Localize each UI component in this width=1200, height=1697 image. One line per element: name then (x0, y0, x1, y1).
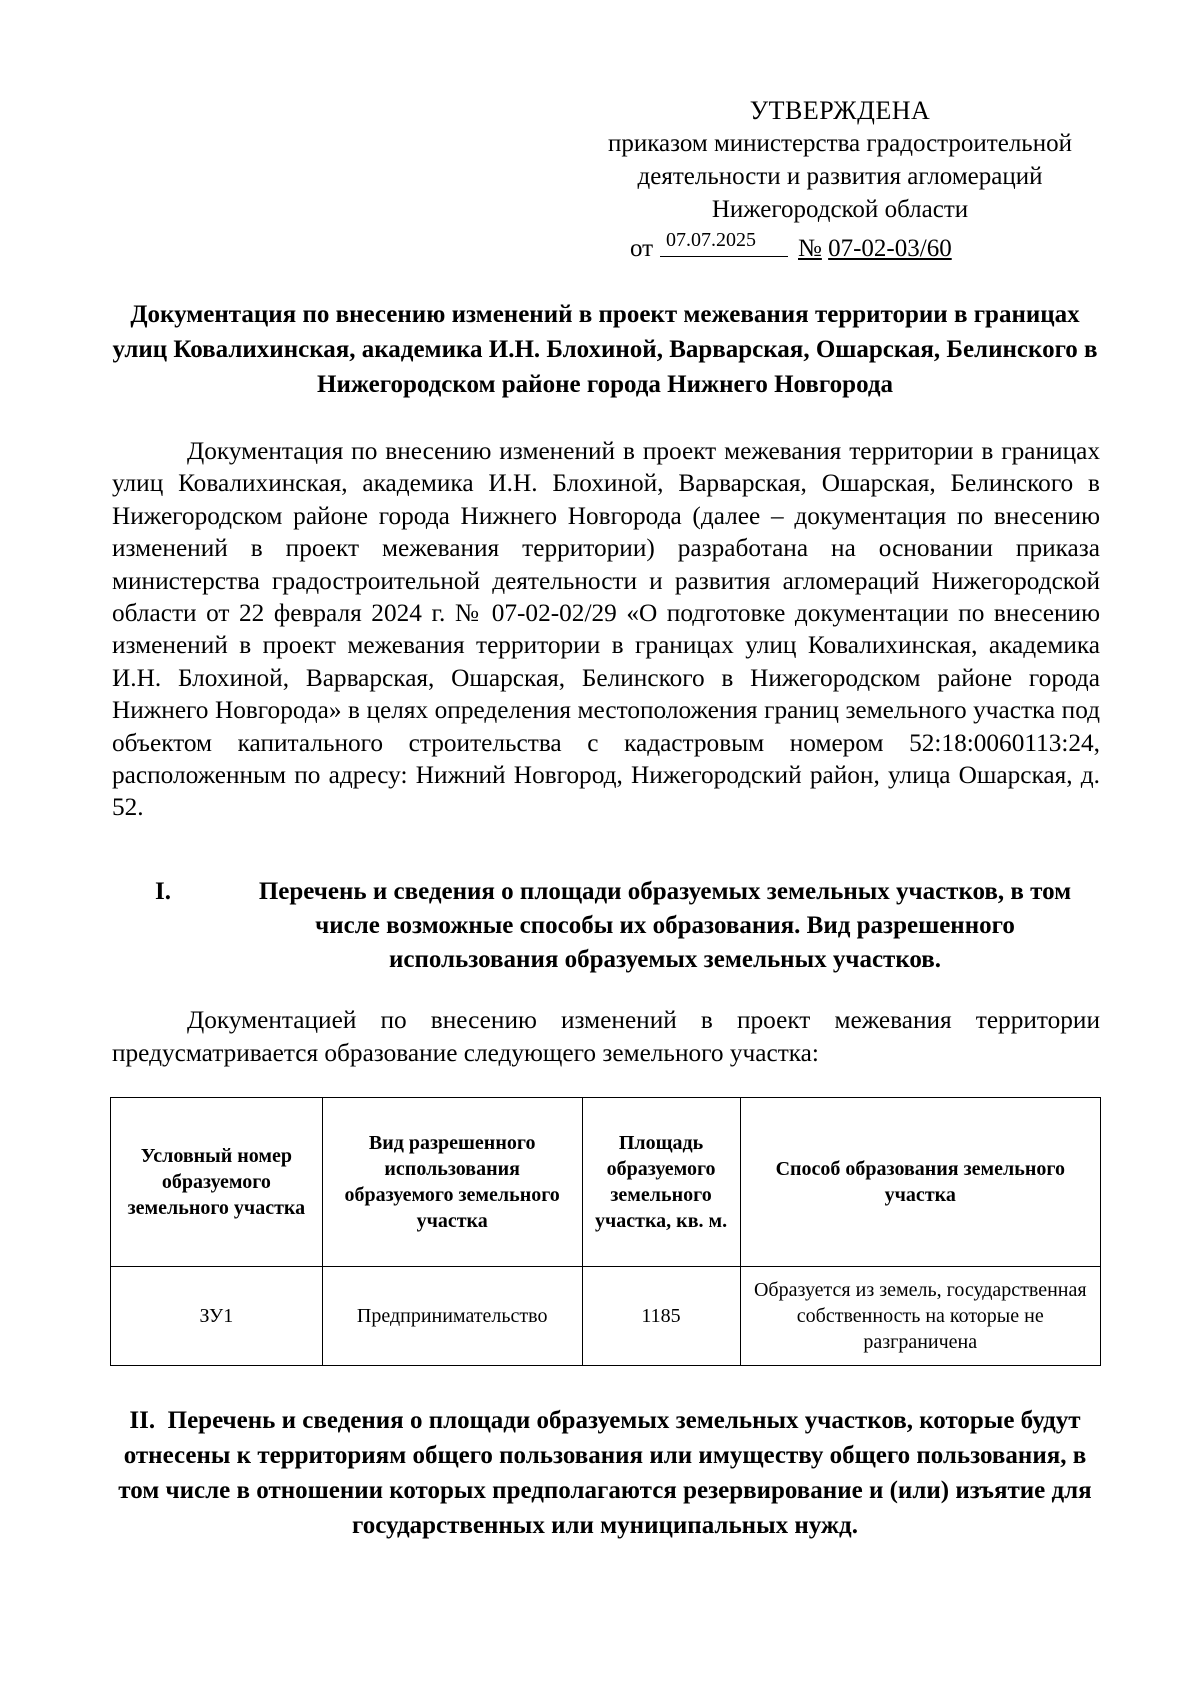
table-header-cell: Способ образования земельного участка (740, 1098, 1100, 1267)
order-date-field (660, 226, 788, 257)
section-1-heading (155, 875, 1100, 977)
order-number-label: № (798, 235, 822, 262)
table-cell: 1185 (582, 1267, 740, 1366)
approval-line-1: приказом министерства градостроительной (608, 130, 1072, 157)
section-1-title: Перечень и сведения о площади образуемых земельных участков, в том числе возможные способы их образования. Вид разрешенного использования образуемых земельных участков. (258, 878, 1072, 973)
table-row (111, 1267, 1101, 1366)
approval-stamp (560, 94, 1120, 262)
table-header-cell: Вид разрешенного использования образуемого земельного участка (322, 1098, 582, 1267)
order-number: 07-02-03/60 (828, 235, 952, 262)
approval-title: УТВЕРЖДЕНА (749, 96, 931, 125)
table-header-row (111, 1098, 1101, 1267)
section-1-number: I. (155, 878, 171, 905)
approval-line-3: Нижегородской области (711, 196, 969, 223)
order-number-group (798, 232, 952, 265)
table-header-cell: Условный номер образуемого земельного участка (111, 1098, 323, 1267)
intro-paragraph: Документация по внесению изменений в проект межевания территории в границах улиц Ковалихинская, академика И.Н. Блохиной, Варварская, Ошарская, Белинского в Нижегородском районе города Нижнего Новгорода (далее – документация по внесению изменений в проект межевания территории) разработана на основании приказа министерства градостроительной деятельности и развития агломераций Нижегородской области от 22 февраля 2024 г. № 07-02-02/29 «О подготовке документации по внесению изменений в проект межевания территории в границах улиц Ковалихинская, академика И.Н. Блохиной, Варварская, Ошарская, Белинского в Нижегородском районе города Нижнего Новгорода» в целях определения местоположения границ земельного участка под объектом капитального строительства с кадастровым номером 52:18:0060113:24, расположенным по адресу: Нижний Новгород, Нижегородский район, улица Ошарская, д. 52. (112, 437, 1100, 822)
parcels-table (110, 1097, 1101, 1366)
section-1-paragraph: Документацией по внесению изменений в проект межевания территории предусматривается образование следующего земельного участка: (112, 1006, 1100, 1067)
approval-line-2: деятельности и развития агломераций (637, 163, 1043, 190)
order-date: 07.07.2025 (666, 229, 756, 251)
section-2-heading (110, 1403, 1100, 1543)
table-header-cell: Площадь образуемого земельного участка, кв. м. (582, 1098, 740, 1267)
section-2-number: II. (129, 1407, 156, 1434)
document-title: Документация по внесению изменений в проект межевания территории в границах улиц Ковалихинская, академика И.Н. Блохиной, Варварская, Ошарская, Белинского в Нижегородском районе города Нижнего Новгорода (112, 301, 1098, 398)
section-2-title: Перечень и сведения о площади образуемых земельных участков, которые будут отнесены к территориям общего пользования или имуществу общего пользования, в том числе в отношении которых предполагаются резервирование и (или) изъятие для государственных или муниципальных нужд. (118, 1407, 1092, 1539)
table-cell: Образуется из земель, государственная собственность на которые не разграничена (740, 1267, 1100, 1366)
order-from-label: от (630, 235, 654, 262)
order-line (560, 226, 1120, 262)
table-cell: Предпринимательство (322, 1267, 582, 1366)
table-cell: ЗУ1 (111, 1267, 323, 1366)
